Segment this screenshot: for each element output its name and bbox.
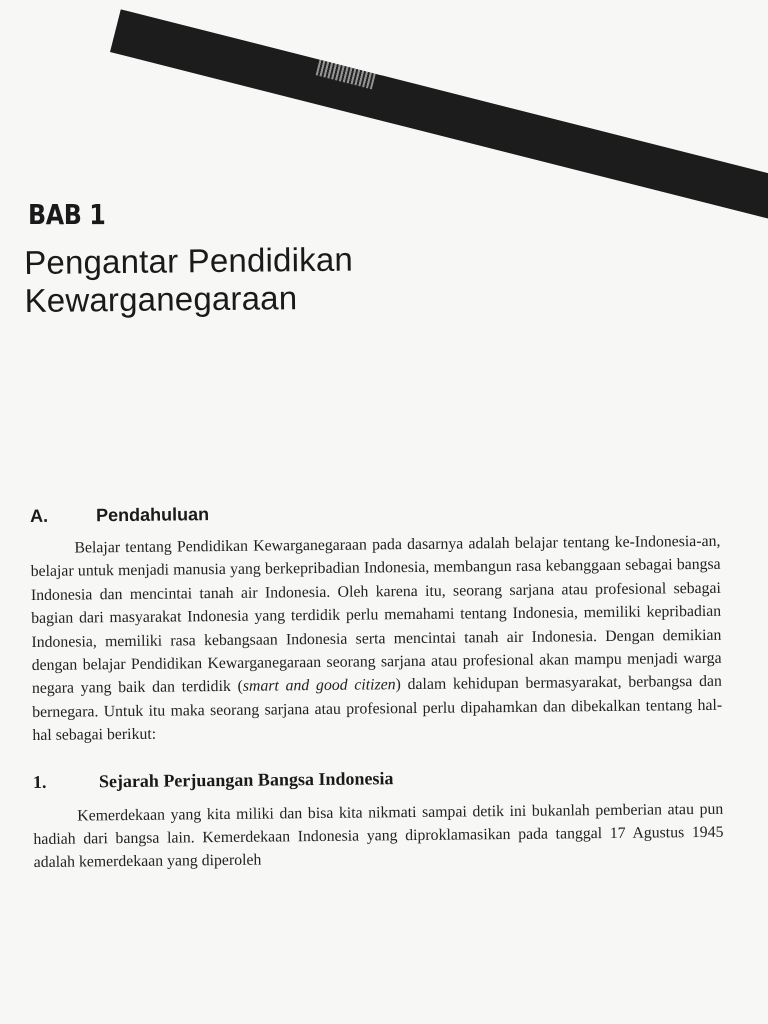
chapter-title-line-2: Kewarganegaraan <box>24 279 298 319</box>
intro-paragraph <box>30 530 722 748</box>
decorative-diagonal-band <box>110 9 768 228</box>
subsection-number: 1. <box>32 771 47 792</box>
chapter-content <box>30 499 724 875</box>
intro-italic-phrase: smart and good citizen <box>242 676 396 696</box>
intro-paragraph-text-start: Belajar tentang Pendidikan Kewarganegaraan pada dasarnya adalah belajar tentang ke-Indonesia-an, belajar untuk menjadi manusia yang berkepribadian Indonesia, membangun rasa kebanggaan sebagai bangsa Indonesia dan mencintai tanah air Indonesia. Oleh karena itu, seorang sarjana atau profesional sebagai bagian dari masyarakat Indonesia yang terdidik perlu memahami tentang Indonesia, memiliki kepribadian Indonesia, memiliki rasa kebangsaan Indonesia serta mencintai tanah air Indonesia. Dengan demikian dengan belajar Pendidikan Kewarganegaraan seorang sarjana atau profesional akan mampu menjadi warga negara yang baik dan terdidik ( <box>30 532 722 698</box>
section-title: Pendahuluan <box>95 504 210 526</box>
section-number: A. <box>30 505 49 526</box>
band-texture <box>316 60 376 90</box>
chapter-label: BAB 1 <box>28 198 106 231</box>
chapter-title-line-1: Pengantar Pendidikan <box>24 240 354 281</box>
subsection-paragraph: Kemerdekaan yang kita miliki dan bisa kita nikmati sampai detik ini bukanlah pemberian atau pun hadiah dari bangsa lain. Kemerdekaan Indonesia yang diproklamasikan pada tanggal 17 Agustus 1945 adalah kemerdekaan yang diperoleh <box>33 800 724 872</box>
subsection-title: Sejarah Perjuangan Bangsa Indonesia <box>98 767 394 791</box>
subsection-heading <box>33 764 723 792</box>
section-heading <box>30 499 720 527</box>
chapter-title <box>24 241 354 320</box>
intro-paragraph-text-end: ) dalam kehidupan bermasyarakat, berbangsa dan bernegara. Untuk itu maka seorang sarjana atau profesional perlu dipahamkan dan dibekalkan tentang hal-hal sebagai berikut: <box>32 673 723 745</box>
